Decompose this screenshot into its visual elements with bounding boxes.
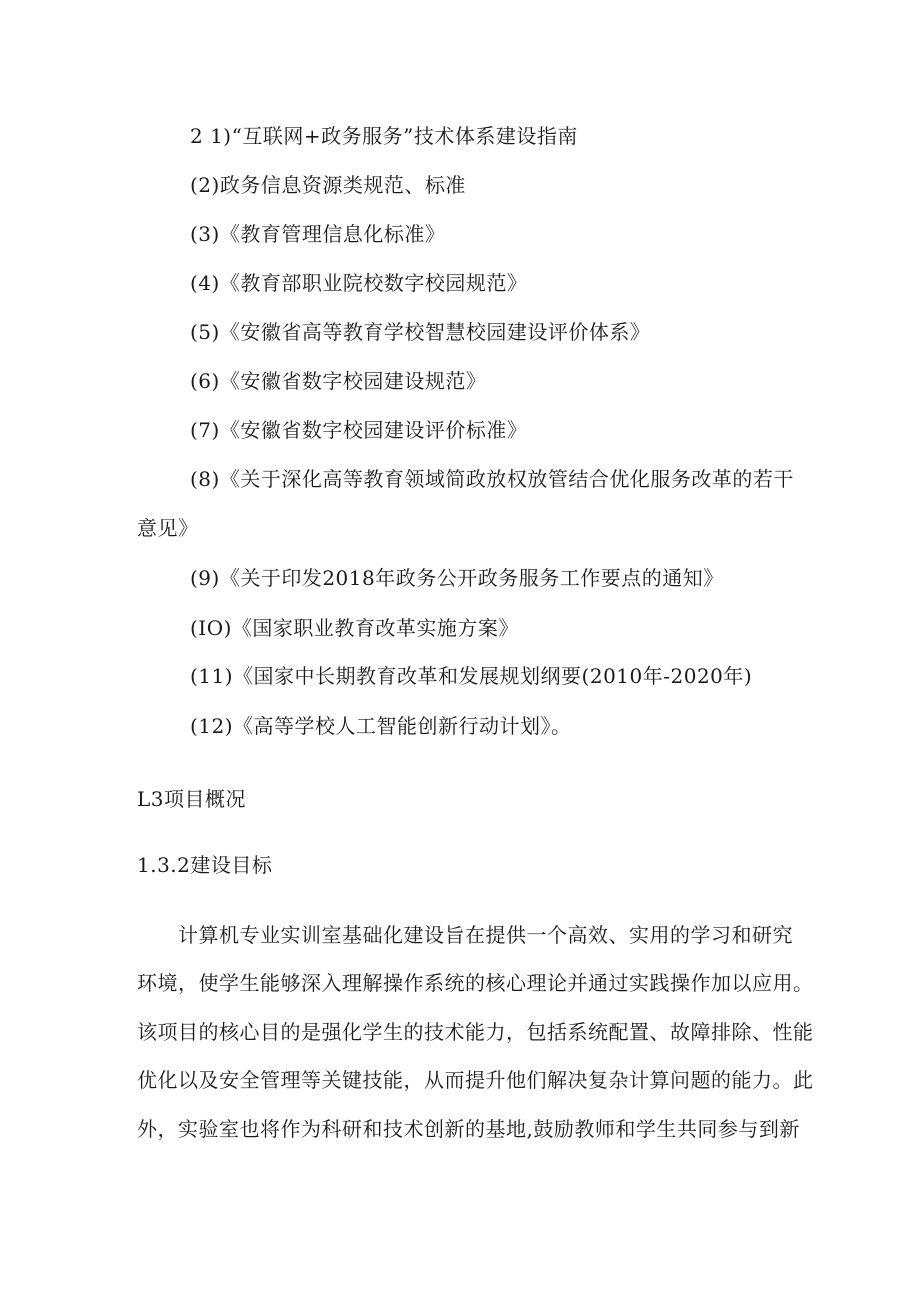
reference-item-2: (2)政务信息资源类规范、标准 [190,173,466,197]
subsection-heading: 1.3.2建设目标 [137,853,273,877]
reference-item-9: (9)《关于印发2018年政务公开政务服务工作要点的通知》 [190,566,724,590]
reference-item-11: (11)《国家中长期教育改革和发展规划纲要(2010年-2020年) [190,664,753,688]
paragraph-line-1: 计算机专业实训室基础化建设旨在提供一个高效、实用的学习和研究 [178,923,793,947]
reference-item-8-continuation: 意见》 [137,516,199,540]
reference-item-4: (4)《教育部职业院校数字校园规范》 [190,271,528,295]
reference-item-5: (5)《安徽省高等教育学校智慧校园建设评价体系》 [190,320,651,344]
reference-item-3: (3)《教育管理信息化标准》 [190,222,446,246]
paragraph-line-3: 该项目的核心目的是强化学生的技术能力，包括系统配置、故障排除、性能 [137,1020,814,1044]
reference-item-6: (6)《安徽省数字校园建设规范》 [190,369,487,393]
reference-item-8: (8)《关于深化高等教育领域简政放权放管结合优化服务改革的若干 [190,467,794,491]
reference-item-1: 2 1)“互联网+政务服务”技术体系建设指南 [190,124,578,148]
section-heading: L3项目概况 [137,787,247,811]
reference-item-12: (12)《高等学校人工智能创新行动计划》。 [190,714,572,738]
reference-item-10: (IO)《国家职业教育改革实施方案》 [190,616,519,640]
reference-item-7: (7)《安徽省数字校园建设评价标准》 [190,418,528,442]
paragraph-line-2: 环境，使学生能够深入理解操作系统的核心理论并通过实践操作加以应用。 [137,971,814,995]
paragraph-line-5: 外，实验室也将作为科研和技术创新的基地,鼓励教师和学生共同参与到新 [137,1117,800,1141]
paragraph-line-4: 优化以及安全管理等关键技能，从而提升他们解决复杂计算问题的能力。此 [137,1068,814,1092]
